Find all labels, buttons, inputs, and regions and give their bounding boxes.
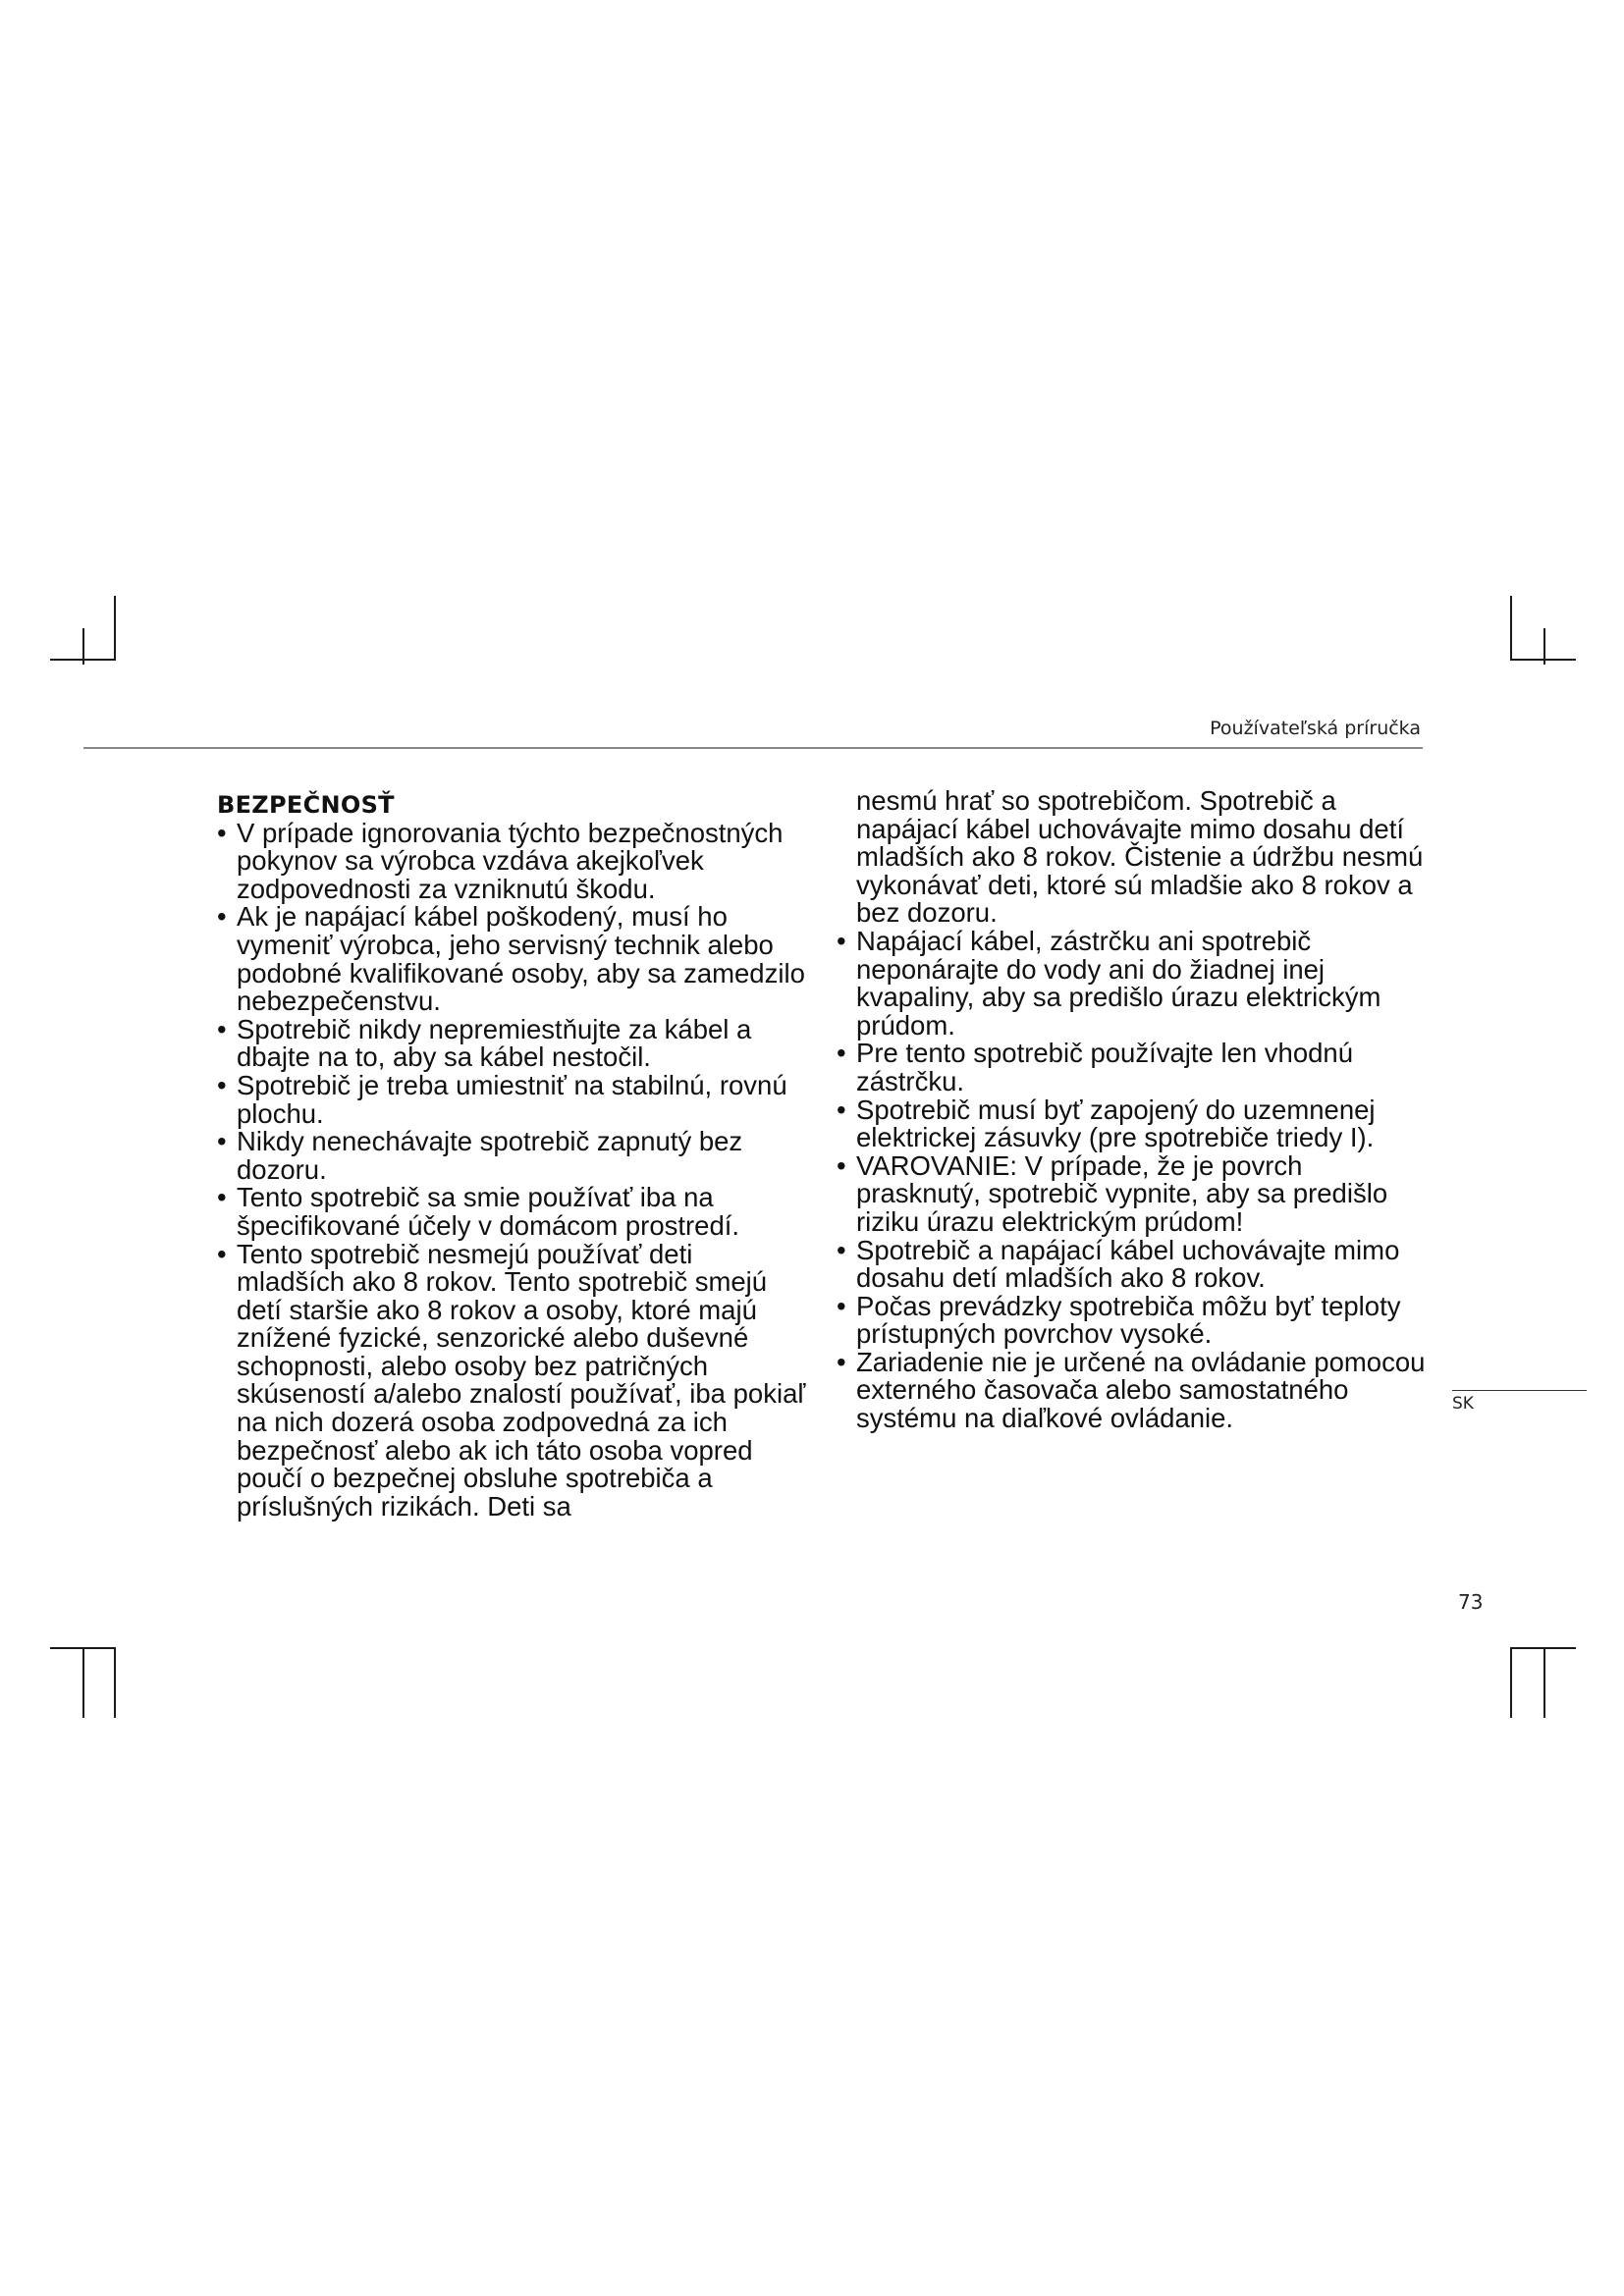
list-item: • V prípade ignorovania týchto bezpečnostných pokynov sa výrobca vzdáva akejkoľvek zodpovednosti za vzniknutú škodu. — [217, 820, 806, 904]
list-item: • Zariadenie nie je určené na ovládanie pomocou externého časovača alebo samostatného systému na diaľkové ovládanie. — [837, 1349, 1426, 1433]
list-item-continuation: nesmú hrať so spotrebičom. Spotrebič a napájací kábel uchovávajte mimo dosahu detí mladších ako 8 rokov. Čistenie a údržbu nesmú vykonávať deti, ktoré sú mladšie ako 8 rokov a bez dozoru. — [856, 785, 1424, 929]
language-tab-rule — [1452, 1390, 1587, 1391]
list-item: • Počas prevádzky spotrebiča môžu byť teploty prístupných povrchov vysoké. — [837, 1293, 1426, 1349]
section-heading: BEZPEČNOSŤ — [217, 791, 395, 819]
left-column — [217, 787, 806, 1521]
header-rule — [83, 747, 1423, 749]
list-item: • Pre tento spotrebič používajte len vhodnú zástrčku. — [837, 1040, 1426, 1095]
safety-list-left — [217, 817, 806, 1522]
right-column — [837, 787, 1426, 1433]
list-item: • Tento spotrebič sa smie používať iba na špecifikované účely v domácom prostredí. — [217, 1184, 806, 1240]
list-item: • Spotrebič a napájací kábel uchovávajte mimo dosahu detí mladších ako 8 rokov. — [837, 1237, 1426, 1293]
list-item: • Nikdy nenechávajte spotrebič zapnutý bez dozoru. — [217, 1128, 806, 1184]
list-item: • Napájací kábel, zástrčku ani spotrebič neponárajte do vody ani do žiadnej inej kvapaliny, aby sa predišlo úrazu elektrickým prúdom. — [837, 928, 1426, 1040]
list-item: • Spotrebič nikdy nepremiestňujte za kábel a dbajte na to, aby sa kábel nestočil. — [217, 1016, 806, 1072]
list-item: • VAROVANIE: V prípade, že je povrch prasknutý, spotrebič vypnite, aby sa predišlo riziku úrazu elektrickým prúdom! — [837, 1152, 1426, 1237]
running-header-title: Používateľská príručka — [1210, 718, 1421, 739]
language-code: SK — [1452, 1394, 1474, 1414]
list-item: • Spotrebič je treba umiestniť na stabilnú, rovnú plochu. — [217, 1072, 806, 1128]
list-item: • Ak je napájací kábel poškodený, musí ho vymeniť výrobca, jeho servisný technik alebo podobné kvalifikované osoby, aby sa zamedzilo nebezpečenstvu. — [217, 903, 806, 1015]
safety-list-right — [837, 925, 1426, 1434]
list-item: • Spotrebič musí byť zapojený do uzemnenej elektrickej zásuvky (pre spotrebiče triedy I). — [837, 1096, 1426, 1152]
list-item: • Tento spotrebič nesmejú používať deti mladších ako 8 rokov. Tento spotrebič smejú detí staršie ako 8 rokov a osoby, ktoré majú znížené fyzické, senzorické alebo duševné schopnosti, alebo osoby bez patričných skúseností a/alebo znalostí používať, iba pokiaľ na nich dozerá osoba zodpovedná za ich bezpečnosť alebo ak ich táto osoba vopred poučí o bezpečnej obsluhe spotrebiča a príslušných rizikách. Deti sa — [217, 1241, 806, 1522]
page-number: 73 — [1458, 1590, 1484, 1614]
